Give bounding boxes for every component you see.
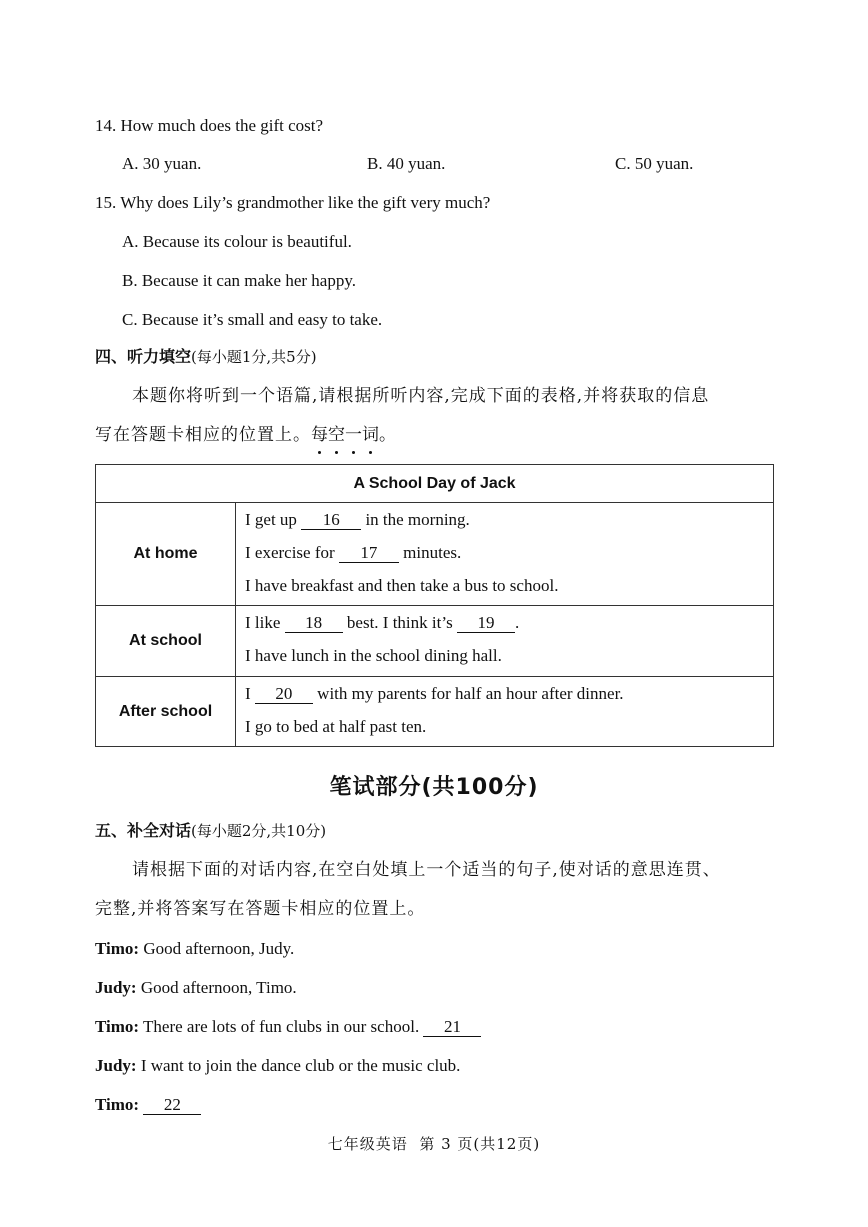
section-5-heading (95, 821, 326, 841)
q14-option-b: B. 40 yuan. (367, 154, 446, 173)
line-text: I like (245, 613, 285, 632)
dialogue-text: Good afternoon, Judy. (139, 939, 295, 958)
instruction-text: 写在答题卡相应的位置上。 (95, 425, 311, 445)
table-line: I go to bed at half past ten. (245, 717, 427, 736)
row-content-at-school (236, 606, 774, 677)
row-label-after-school: After school (96, 677, 236, 747)
section-5-instruction-line2: 完整,并将答案写在答题卡相应的位置上。 (95, 899, 426, 919)
table-line (245, 503, 773, 536)
section-5-instruction-line1: 请根据下面的对话内容,在空白处填上一个适当的句子,使对话的意思连贯、 (132, 860, 721, 880)
row-content-after-school (236, 677, 774, 747)
emphasis-char: 词 (362, 425, 379, 445)
section-4-instruction-line2 (95, 425, 397, 445)
speaker-name: Timo: (95, 1095, 140, 1114)
speaker-name: Timo: (95, 1017, 140, 1036)
answer-blank-18: 18 (285, 614, 343, 633)
section-4-heading (95, 347, 317, 367)
answer-blank-19: 19 (457, 614, 515, 633)
q14-option-c: C. 50 yuan. (615, 154, 694, 173)
table-line (245, 536, 773, 569)
dialogue-text: Good afternoon, Timo. (136, 978, 297, 997)
school-day-table (95, 464, 774, 747)
dialogue-text: There are lots of fun clubs in our school. (139, 1017, 424, 1036)
line-text: I (245, 684, 255, 703)
instruction-period: 。 (379, 425, 397, 445)
emphasis-text (311, 425, 379, 445)
answer-blank-22: 22 (143, 1096, 201, 1115)
line-text: best. I think it’s (342, 613, 457, 632)
line-text: minutes. (398, 543, 462, 562)
dialogue-line (95, 1017, 481, 1037)
question-15: 15. Why does Lily’s grandmother like the gift very much? (95, 193, 491, 212)
dialogue-text: I want to join the dance club or the music club. (136, 1056, 461, 1075)
emphasis-char: 空 (328, 425, 345, 445)
speaker-name: Judy: (95, 978, 137, 997)
written-part-title: 笔试部分(共100分) (329, 775, 539, 800)
question-14: 14. How much does the gift cost? (95, 116, 324, 135)
emphasis-char: 一 (345, 425, 362, 445)
table-line: I have lunch in the school dining hall. (245, 646, 502, 665)
emphasis-char: 每 (311, 425, 328, 445)
section-5-note: (每小题2分,共10分) (191, 822, 327, 840)
q15-option-c: C. Because it’s small and easy to take. (122, 310, 383, 329)
table-line: I have breakfast and then take a bus to school. (245, 576, 559, 595)
table-line (245, 677, 773, 710)
q15-option-a: A. Because its colour is beautiful. (122, 232, 352, 251)
line-text: in the morning. (361, 510, 470, 529)
answer-blank-20: 20 (255, 685, 313, 704)
line-text: I exercise for (245, 543, 339, 562)
section-5-title: 五、补全对话 (95, 821, 192, 840)
table-line (245, 606, 773, 639)
section-4-note: (每小题1分,共5分) (191, 348, 317, 366)
q15-option-b: B. Because it can make her happy. (122, 271, 356, 290)
line-text: with my parents for half an hour after dinner. (312, 684, 624, 703)
answer-blank-17: 17 (339, 544, 399, 563)
speaker-name: Timo: (95, 939, 140, 958)
q14-option-a: A. 30 yuan. (122, 154, 202, 173)
dialogue-line (95, 1095, 201, 1115)
dialogue-line (95, 939, 294, 959)
dialogue-line (95, 1056, 460, 1076)
line-text: I get up (245, 510, 302, 529)
section-4-instruction-line1: 本题你将听到一个语篇,请根据所听内容,完成下面的表格,并将获取的信息 (132, 386, 710, 406)
table-title: A School Day of Jack (96, 465, 774, 503)
answer-blank-21: 21 (423, 1018, 481, 1037)
row-label-at-school: At school (96, 606, 236, 677)
row-label-at-home: At home (96, 503, 236, 606)
speaker-name: Judy: (95, 1056, 137, 1075)
section-4-title: 四、听力填空 (95, 347, 192, 366)
dialogue-line (95, 978, 297, 998)
row-content-at-home (236, 503, 774, 606)
line-text: . (514, 613, 520, 632)
page-footer: 七年级英语 第 3 页(共12页) (327, 1135, 541, 1153)
answer-blank-16: 16 (301, 511, 361, 530)
